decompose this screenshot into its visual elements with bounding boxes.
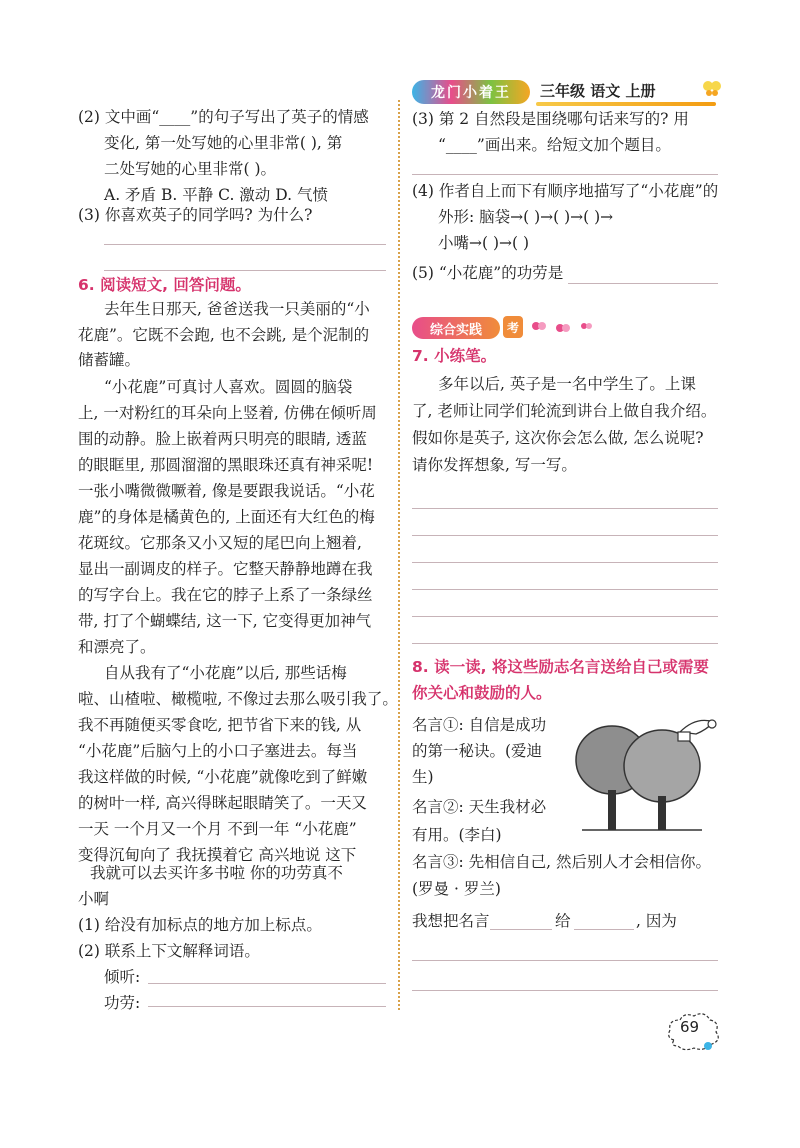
passage-line: “小花鹿”可真讨人喜欢。圆圆的脑袋 [104,378,353,396]
quote-line: 名言②: 天生我材必 [412,798,547,816]
word-2-label: 功劳: [104,994,141,1012]
passage-line: 围的动静。脸上嵌着两只明亮的眼睛, 透蓝 [78,430,367,448]
passage-line: 花斑纹。它那条又小又短的尾巴向上翘着, [78,534,362,552]
passage-line: 带, 打了个蝴蝶结, 这一下, 它变得更加神气 [78,612,372,630]
q6-heading: 6. 阅读短文, 回答问题。 [78,276,251,294]
grade-subject-title: 三年级 语文 上册 [540,82,656,100]
writing-line[interactable] [412,616,718,617]
q5-question: (5) “小花鹿”的功劳是 [412,264,564,282]
butterfly-icon [700,78,724,100]
page-number: 69 [680,1018,700,1036]
q2-line-2: 变化, 第一处写她的心里非常( ), 第 [104,134,343,152]
fill-mid: 给 [555,912,571,930]
sub-question-1: (1) 给没有加标点的地方加上标点。 [78,916,322,934]
passage-line: 和漂亮了。 [78,638,156,656]
passage-line: 啦、山楂啦、橄榄啦, 不像过去那么吸引我了。 [78,690,398,708]
q2-line-3: 二处写她的心里非常( )。 [104,160,277,178]
column-divider [398,100,400,1010]
q7-line: 多年以后, 英子是一名中学生了。上课 [438,375,696,393]
q8-heading-line-1: 8. 读一读, 将这些励志名言送给自己或需要 [412,658,709,676]
q8-heading-line-2: 你关心和鼓励的人。 [412,684,552,702]
passage-line: 的树叶一样, 高兴得眯起眼睛笑了。一天又 [78,794,367,812]
q5-answer-line[interactable] [568,283,718,284]
reason-line[interactable] [412,960,718,961]
passage-line: “小花鹿”后脑勺上的小口子塞进去。每当 [78,742,358,760]
q7-line: 了, 老师让同学们轮流到讲台上做自我介绍。 [412,402,717,420]
passage-line: 去年生日那天, 爸爸送我一只美丽的“小 [104,300,370,318]
writing-line[interactable] [412,589,718,590]
answer-line[interactable] [104,244,386,245]
passage-line: 的眼眶里, 那圆溜溜的黑眼珠还真有神采呢! [78,456,374,474]
exam-badge-icon: 考 [503,316,523,338]
butterflies-icon [528,318,598,336]
q7-heading: 7. 小练笔。 [412,347,497,365]
quote-number-blank[interactable] [490,929,552,930]
writing-line[interactable] [412,643,718,644]
quote-line: 有用。(李白) [412,826,502,844]
q4-line-1: (4) 作者自上而下有顺序地描写了“小花鹿”的 [412,182,719,200]
passage-line: 自从我有了“小花鹿”以后, 那些话梅 [104,664,347,682]
quote-line: 的第一秘诀。(爱迪 [412,742,543,760]
sub-question-2: (2) 联系上下文解释词语。 [78,942,260,960]
passage-line: 小啊 [78,890,110,908]
reason-line[interactable] [412,990,718,991]
word-2-answer-line[interactable] [148,1006,386,1007]
writing-line[interactable] [412,508,718,509]
passage-line: 花鹿”。它既不会跑, 也不会跳, 是个泥制的 [78,326,370,344]
word-1-answer-line[interactable] [148,983,386,984]
passage-line: 上, 一对粉红的耳朵向上竖着, 仿佛在倾听周 [78,404,377,422]
q3-line-1: (3) 第 2 自然段是围绕哪句话来写的? 用 [412,110,689,128]
passage-line: 变得沉甸向了 我抚摸着它 高兴地说 这下 [78,846,357,864]
quote-line: 生) [412,768,434,786]
q3-line-2: “____”画出来。给短文加个题目。 [438,136,671,154]
quote-line: (罗曼 · 罗兰) [412,880,501,898]
passage-line: 显出一副调皮的样子。它整天静静地蹲在我 [78,560,373,578]
bird-with-letter-icon [676,712,722,746]
passage-line: 一天 一个月又一个月 不到一年 “小花鹿” [78,820,357,838]
writing-line[interactable] [412,535,718,536]
q7-line: 假如你是英子, 这次你会怎么做, 怎么说呢? [412,429,704,447]
passage-line: 储蓄罐。 [78,351,141,369]
passage-line: 我就可以去买许多书啦 你的功劳真不 [90,864,343,882]
answer-line[interactable] [104,270,386,271]
section-badge: 综合实践 [412,317,500,339]
q2-line-1: (2) 文中画“____”的句子写出了英子的情感 [78,108,369,126]
writing-line[interactable] [412,562,718,563]
q3-question: (3) 你喜欢英子的同学吗? 为什么? [78,206,313,224]
q7-line: 请你发挥想象, 写一写。 [412,456,577,474]
fill-suffix: , 因为 [636,912,677,930]
fill-prefix: 我想把名言 [412,912,490,930]
quote-line: 名言③: 先相信自己, 然后别人才会相信你。 [412,853,712,871]
header-bar [536,102,716,106]
passage-line: 鹿”的身体是橘黄色的, 上面还有大红色的梅 [78,508,375,526]
passage-line: 一张小嘴微微噘着, 像是要跟我说话。“小花 [78,482,375,500]
series-logo: 龙门小着王 [412,80,530,104]
word-1-label: 倾听: [104,968,141,986]
q2-options: A. 矛盾 B. 平静 C. 激动 D. 气愤 [104,186,328,204]
passage-line: 我这样做的时候, “小花鹿”就像吃到了鲜嫩 [78,768,368,786]
passage-line: 我不再随便买零食吃, 把节省下来的钱, 从 [78,716,362,734]
answer-line[interactable] [412,174,718,175]
q4-line-3: 小嘴→( )→( ) [438,234,530,252]
q4-line-2: 外形: 脑袋→( )→( )→( )→ [438,208,614,226]
recipient-blank[interactable] [574,929,634,930]
passage-line: 的写字台上。我在它的脖子上系了一条绿丝 [78,586,373,604]
quote-line: 名言①: 自信是成功 [412,716,547,734]
